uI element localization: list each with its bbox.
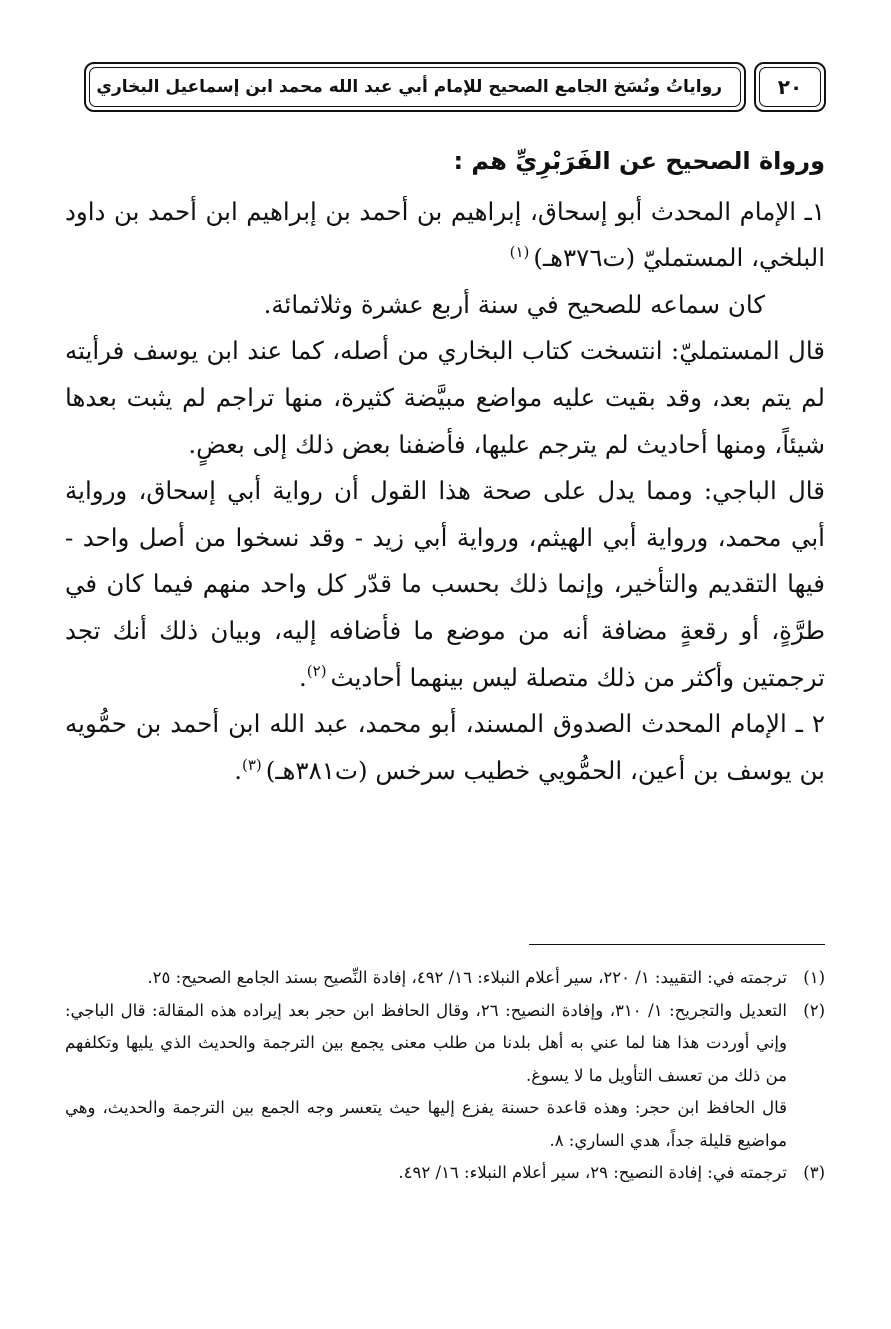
footnote-text: التعديل والتجريح: ١/ ٣١٠، وإفادة النصيح: ٢٦، وقال الحافظ ابن حجر بعد إيراده هذه المقالة: قال الباجي: وإني أوردت هذا هنا لما عني به أهل بلدنا من طلب معنى يجمع بين الترجمة والحديث الذي يليها وتكلفهم من ذلك من تعسف التأويل ما لا يسوغ. <box>65 1000 788 1085</box>
page-number-text: ٢٠ <box>777 75 803 99</box>
footnote-ref-3: (٣) <box>241 755 262 774</box>
footnotes <box>65 962 825 1190</box>
footnote-text: ترجمته في: إفادة النصيح: ٢٩، سير أعلام النبلاء: ١٦/ ٤٩٢. <box>398 1163 787 1182</box>
page-header <box>84 62 826 114</box>
footnote-text: قال الحافظ ابن حجر: وهذه قاعدة حسنة يفزع إليها حيث يتعسر وجه الجمع بين الترجمة والحديث، وهي مواضيع قليلة جداً، هدي الساري: ٨. <box>65 1098 787 1150</box>
paragraph-4: قال الباجي: ومما يدل على صحة هذا القول أن رواية أبي إسحاق، ورواية أبي محمد، ورواية أبي الهيثم، ورواية أبي زيد - وقد نسخوا من أصل واحد - فيها التقديم والتأخير، وإنما ذلك بحسب ما قدّر كل واحد منهم فيما كان في طرَّةٍ، أو رقعةٍ مضافة أنه من موضع ما فأضافه إليه، وبيان ذلك أنك تجد ترجمتين وأكثر من ذلك متصلة ليس بينهما أحاديث$^{(٢)}$. <box>65 476 825 692</box>
footnote-number: (١) <box>803 968 825 987</box>
paragraph-text: قال المستمليّ: انتسخت كتاب البخاري من أصله، كما عند ابن يوسف فرأيته لم يتم بعد، وقد بقيت عليه مواضع مبيَّضة كثيرة، منها تراجم لم يثبت بعدها شيئاً، ومنها أحاديث لم يترجم عليها، فأضفنا بعض ذلك إلى بعضٍ. <box>65 336 825 459</box>
paragraph-text: كان سماعه للصحيح في سنة أربع عشرة وثلاثمائة. <box>263 289 765 319</box>
running-title-text: رواياتُ ونُسَخ الجامع الصحيح للإمام أبي عبد الله محمد ابن إسماعيل البخاري <box>96 77 722 97</box>
paragraph-1 <box>65 189 825 282</box>
footnote-body <box>65 1157 787 1190</box>
page-number <box>754 62 826 112</box>
footnote-body <box>65 962 787 995</box>
footnote-body <box>65 995 787 1158</box>
footnote-2 <box>65 995 825 1158</box>
footnote-number: (٣) <box>803 1163 825 1182</box>
paragraph-2 <box>65 282 825 329</box>
footnote-separator <box>529 944 825 945</box>
running-title <box>84 62 746 112</box>
section-heading: ورواة الصحيح عن الفَرَبْرِيِّ هم : <box>453 147 825 175</box>
paragraph-text: قال الباجي: ومما يدل على صحة هذا القول أن رواية أبي إسحاق، ورواية أبي محمد، ورواية أبي الهيثم، ورواية أبي زيد - وقد نسخوا من أصل واحد - فيها التقديم والتأخير، وإنما ذلك بحسب ما قدّر كل واحد منهم فيما كان في طرَّةٍ، أو رقعةٍ مضافة أنه من موضع ما فأضافه إليه، وبيان ذلك أنك تجد ترجمتين وأكثر من ذلك متصلة ليس بينهما أحاديث <box>65 476 825 692</box>
paragraph-5: ٢ ـ الإمام المحدث الصدوق المسند، أبو محمد، عبد الله ابن أحمد بن حمُّويه بن يوسف بن أعين، الحمُّويي خطيب سرخس (ت٣٨١هـ)$^{(٣)}$. <box>65 709 825 785</box>
paragraph-3 <box>65 328 825 468</box>
paragraph-text: ١ـ الإمام المحدث أبو إسحاق، إبراهيم بن أحمد بن إبراهيم ابن أحمد بن داود البلخي، المستمليّ (ت٣٧٦هـ) <box>65 196 825 273</box>
footnote-text: ترجمته في: التقييد: ١/ ٢٢٠، سير أعلام النبلاء: ١٦/ ٤٩٢، إفادة النِّصيح بسند الجامع الصحيح: ٢٥. <box>147 968 787 987</box>
footnote-ref-2: (٢) <box>306 662 327 681</box>
footnote-number: (٢) <box>803 1000 825 1020</box>
footnote-ref-1: (١) <box>509 243 530 262</box>
paragraph-text: ٢ ـ الإمام المحدث الصدوق المسند، أبو محمد، عبد الله ابن أحمد بن حمُّويه بن يوسف بن أعين، الحمُّويي خطيب سرخس (ت٣٨١هـ) <box>65 709 825 785</box>
footnote-3 <box>65 1157 825 1190</box>
main-text <box>65 138 825 794</box>
footnote-1 <box>65 962 825 995</box>
